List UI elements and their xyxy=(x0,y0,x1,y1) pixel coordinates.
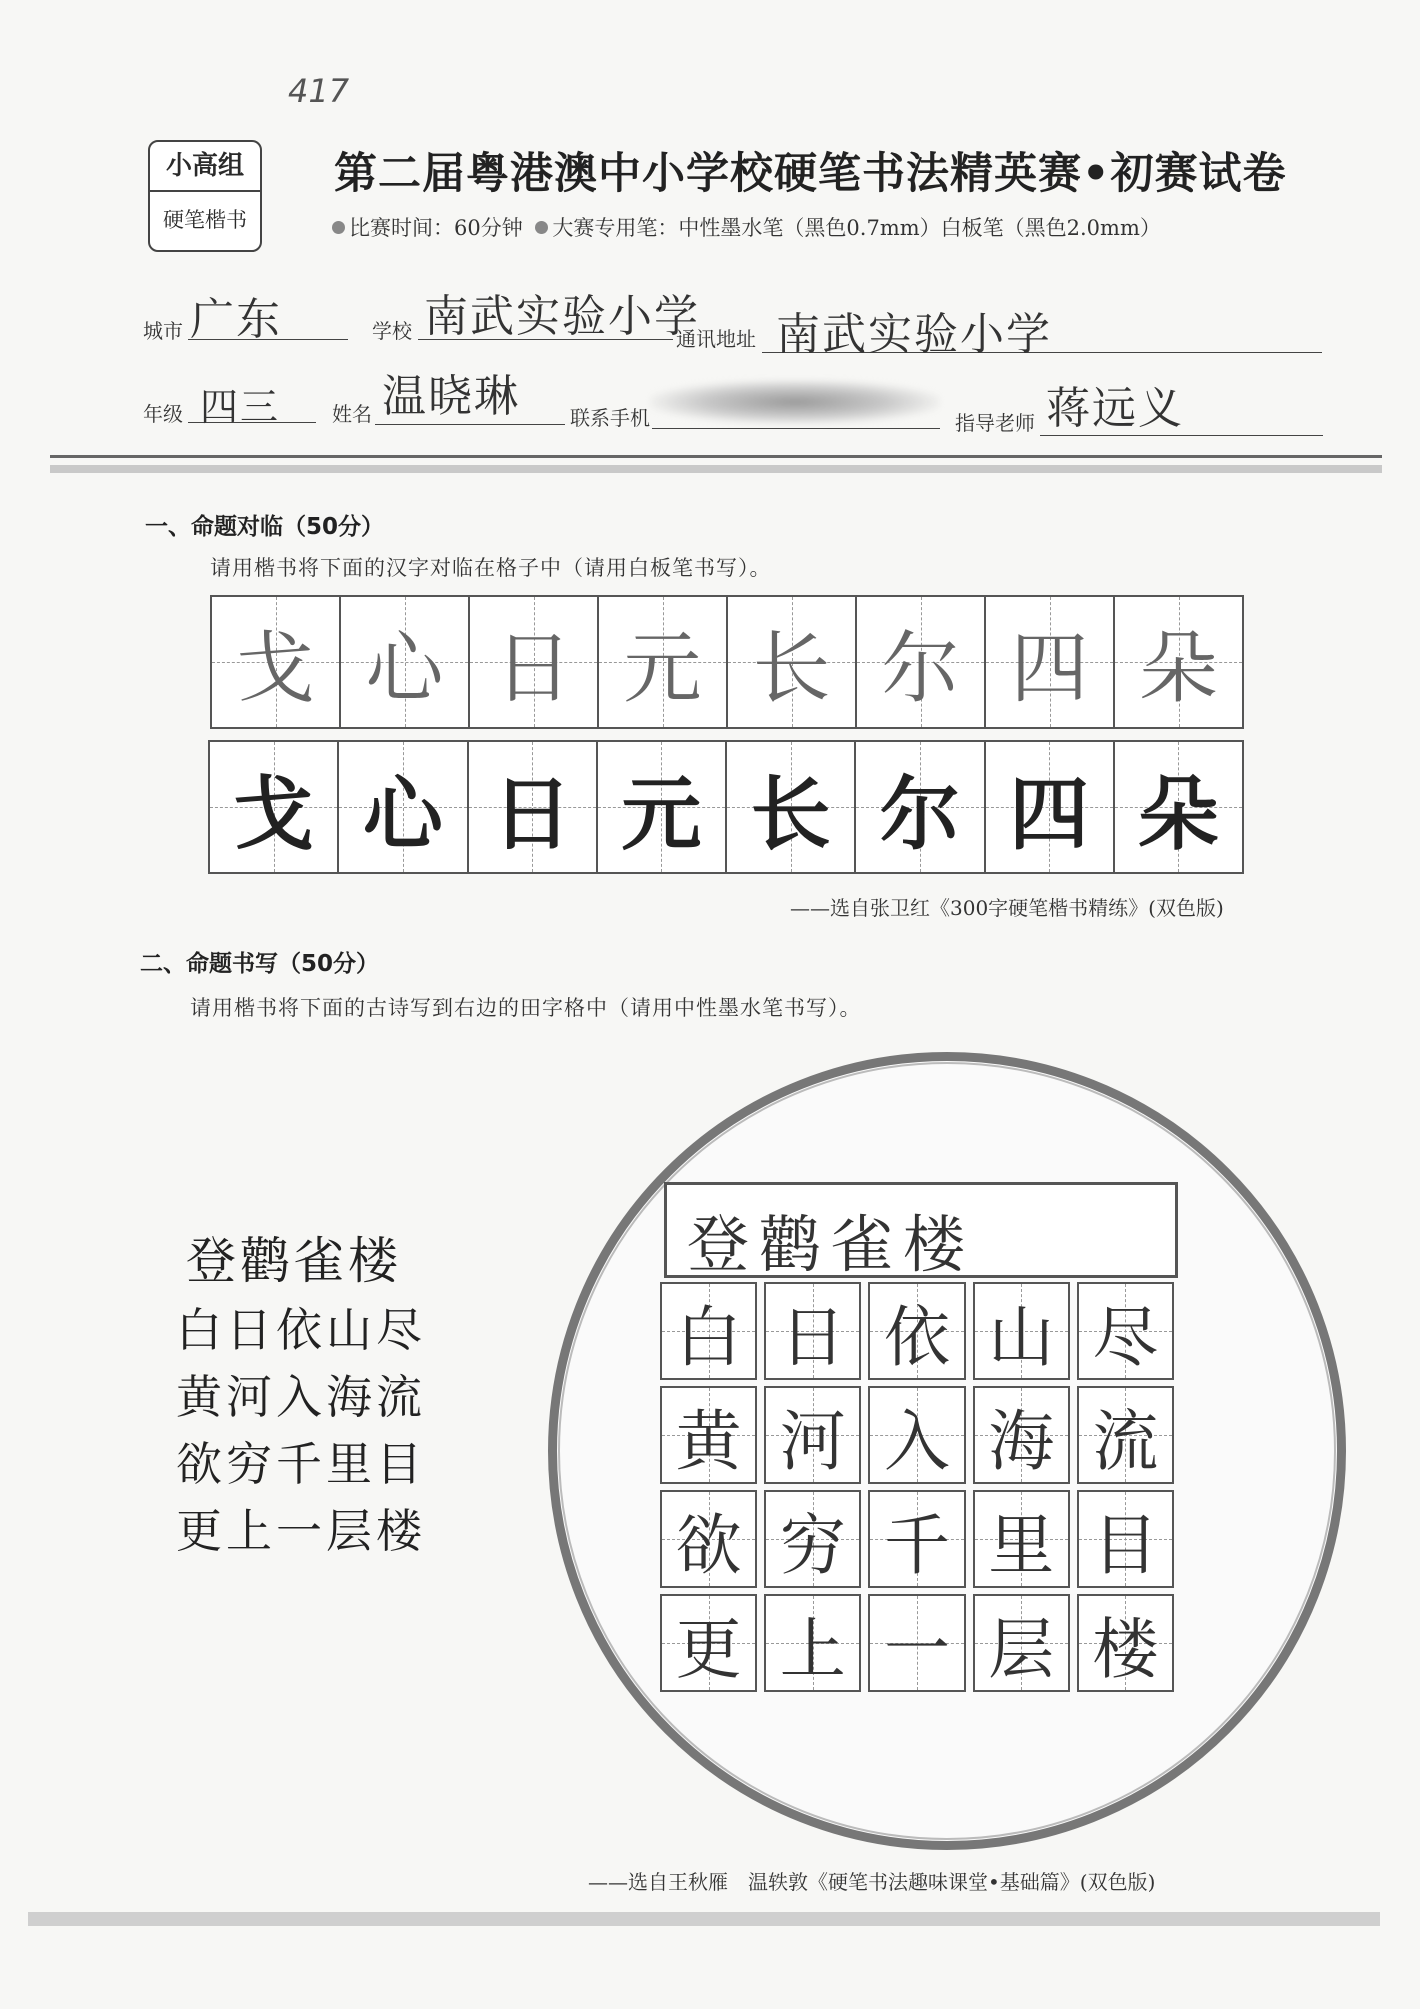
copy-cell xyxy=(598,742,727,872)
written-char: 黄 xyxy=(675,1402,742,1480)
header-divider xyxy=(50,455,1382,458)
written-char: 更 xyxy=(675,1610,742,1688)
copy-char: 尔 xyxy=(879,767,960,861)
tianzige-cell xyxy=(764,1386,861,1484)
poem-line: 白日依山尽 xyxy=(176,1303,426,1357)
tianzige-cell xyxy=(973,1386,1070,1484)
copy-cell xyxy=(856,742,985,872)
copy-char: 四 xyxy=(1009,767,1090,861)
phone-line xyxy=(652,426,940,429)
tianzige-cell xyxy=(973,1490,1070,1588)
model-char: 尔 xyxy=(881,624,960,714)
tianzige-cell xyxy=(868,1594,965,1692)
written-char: 楼 xyxy=(1092,1610,1159,1688)
tianzige-grid xyxy=(660,1282,1174,1698)
model-cell xyxy=(599,597,728,727)
group-label: 小高组 xyxy=(150,142,260,192)
model-cell xyxy=(212,597,341,727)
written-char: 依 xyxy=(884,1298,950,1376)
poem-model xyxy=(176,1225,426,1565)
copy-char-row xyxy=(208,740,1244,874)
written-char: 海 xyxy=(988,1402,1055,1480)
model-char: 日 xyxy=(494,624,573,714)
city-value: 广东 xyxy=(190,294,282,345)
tianzige-cell xyxy=(1077,1386,1174,1484)
written-char: 千 xyxy=(884,1506,950,1584)
written-char: 一 xyxy=(884,1610,950,1688)
copy-char: 朵 xyxy=(1138,767,1219,861)
written-char: 欲 xyxy=(675,1506,742,1584)
rules-line xyxy=(332,212,1161,242)
tianzige-cell xyxy=(868,1282,965,1380)
tianzige-cell xyxy=(868,1386,965,1484)
bottom-bar xyxy=(28,1912,1380,1926)
written-char: 河 xyxy=(779,1402,846,1480)
section2-instruction: 请用楷书将下面的古诗写到右边的田字格中（请用中性墨水笔书写）。 xyxy=(190,996,862,1020)
section1-title: 一、命题对临（50分） xyxy=(145,514,385,540)
model-cell xyxy=(728,597,857,727)
group-badge xyxy=(148,140,262,252)
model-char: 四 xyxy=(1010,624,1089,714)
tianzige-cell xyxy=(660,1386,757,1484)
model-char: 朵 xyxy=(1139,624,1218,714)
written-char: 流 xyxy=(1092,1402,1159,1480)
copy-cell xyxy=(469,742,598,872)
copy-cell xyxy=(1115,742,1242,872)
written-char: 山 xyxy=(988,1298,1055,1376)
tianzige-cell xyxy=(1077,1490,1174,1588)
model-cell xyxy=(341,597,470,727)
model-char: 长 xyxy=(752,624,831,714)
written-char: 入 xyxy=(884,1402,950,1480)
tianzige-cell xyxy=(764,1490,861,1588)
tianzige-cell xyxy=(973,1594,1070,1692)
section1-source: ——选自张卫红《300字硬笔楷书精练》(双色版) xyxy=(790,896,1224,920)
tianzige-row xyxy=(660,1386,1174,1484)
tianzige-cell xyxy=(1077,1282,1174,1380)
model-char: 元 xyxy=(623,624,702,714)
tianzige-row xyxy=(660,1490,1174,1588)
rules-time: 比赛时间：60分钟 xyxy=(349,216,523,240)
written-char: 日 xyxy=(779,1298,846,1376)
tianzige-cell xyxy=(660,1282,757,1380)
written-char: 白 xyxy=(675,1298,742,1376)
rules-pen: 大赛专用笔：中性墨水笔（黑色0.7mm）白板笔（黑色2.0mm） xyxy=(552,216,1161,240)
address-value: 南武实验小学 xyxy=(776,309,1052,360)
teacher-value: 蒋远义 xyxy=(1046,383,1184,434)
school-label: 学校 xyxy=(372,319,412,343)
poem-line: 更上一层楼 xyxy=(176,1504,426,1558)
section1-instruction: 请用楷书将下面的汉字对临在格子中（请用白板笔书写）。 xyxy=(210,556,772,580)
copy-cell xyxy=(339,742,468,872)
written-char: 目 xyxy=(1092,1506,1159,1584)
tianzige-cell xyxy=(1077,1594,1174,1692)
model-char: 戈 xyxy=(236,624,315,714)
written-char: 穷 xyxy=(779,1506,846,1584)
model-cell xyxy=(470,597,599,727)
written-title: 登鹳雀楼 xyxy=(687,1208,976,1281)
city-label: 城市 xyxy=(143,319,183,343)
written-char: 层 xyxy=(988,1610,1055,1688)
name-value: 温晓琳 xyxy=(382,371,520,422)
grade-label: 年级 xyxy=(143,402,183,426)
tianzige-cell xyxy=(764,1282,861,1380)
copy-cell xyxy=(986,742,1115,872)
copy-cell xyxy=(210,742,339,872)
tianzige-row xyxy=(660,1594,1174,1692)
header-divider-shade xyxy=(50,465,1382,473)
category-label: 硬笔楷书 xyxy=(163,208,247,232)
written-title-box xyxy=(664,1182,1178,1281)
written-char: 尽 xyxy=(1092,1298,1159,1376)
phone-label: 联系手机 xyxy=(570,406,650,430)
grade-value: 四三 xyxy=(200,385,281,429)
tianzige-cell xyxy=(660,1594,757,1692)
copy-char: 长 xyxy=(750,767,831,861)
tianzige-cell xyxy=(973,1282,1070,1380)
poem-line: 欲穷千里目 xyxy=(176,1437,426,1491)
teacher-label: 指导老师 xyxy=(955,411,1035,435)
copy-char: 元 xyxy=(621,767,702,861)
copy-cell xyxy=(727,742,856,872)
redacted-phone xyxy=(650,380,940,424)
poem-title: 登鹳雀楼 xyxy=(186,1232,402,1290)
tianzige-cell xyxy=(868,1490,965,1588)
tianzige-cell xyxy=(660,1490,757,1588)
written-char: 里 xyxy=(988,1506,1055,1584)
copy-char: 日 xyxy=(492,767,573,861)
poem-line: 黄河入海流 xyxy=(176,1370,426,1424)
name-label: 姓名 xyxy=(332,402,372,426)
model-cell xyxy=(986,597,1115,727)
school-value: 南武实验小学 xyxy=(424,291,700,342)
model-cell xyxy=(1115,597,1242,727)
exam-title: 第二届粤港澳中小学校硬笔书法精英赛•初赛试卷 xyxy=(334,149,1287,199)
written-char: 上 xyxy=(779,1610,846,1688)
address-label: 通讯地址 xyxy=(676,327,756,351)
tianzige-row xyxy=(660,1282,1174,1380)
bullet-icon xyxy=(535,221,548,234)
section2-source: ——选自王秋雁 温轶敦《硬笔书法趣味课堂•基础篇》(双色版) xyxy=(588,1870,1156,1894)
copy-char: 心 xyxy=(362,767,443,861)
copy-char: 戈 xyxy=(233,767,314,861)
model-char: 心 xyxy=(365,624,444,714)
section2-title: 二、命题书写（50分） xyxy=(140,951,380,977)
bullet-icon xyxy=(332,221,345,234)
page-number: 417 xyxy=(288,72,350,110)
tianzige-cell xyxy=(764,1594,861,1692)
model-char-row xyxy=(210,595,1244,729)
model-cell xyxy=(857,597,986,727)
